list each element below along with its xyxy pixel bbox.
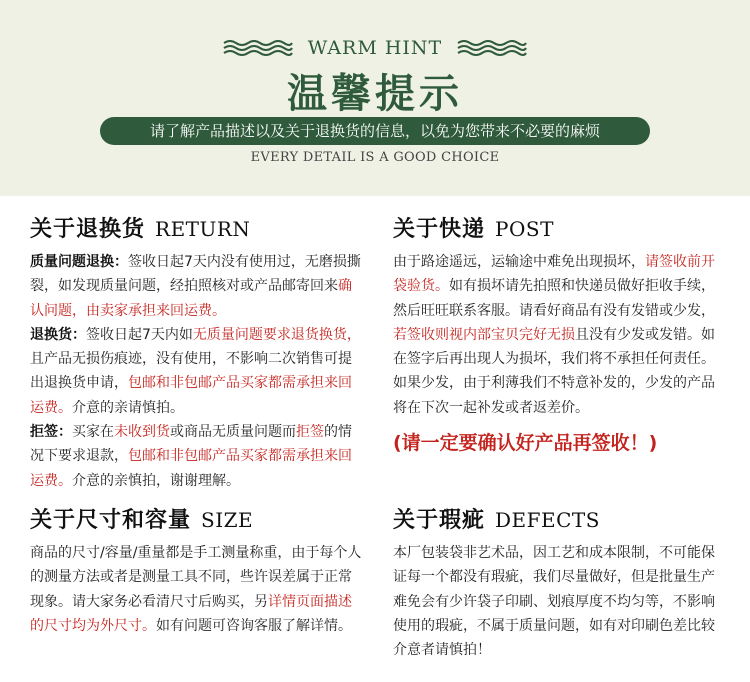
size-section-body [30, 541, 365, 638]
refuse-text-4: 介意的亲慎拍，谢谢理解。 [72, 472, 240, 489]
post-section-title [393, 214, 720, 244]
refuse-highlight-1: 未收到货 [114, 424, 170, 441]
exchange-text-1: 签收日起7天内如 [86, 326, 193, 343]
page-title: 温馨提示 [287, 70, 463, 117]
post-highlight-2: 若签收则视内部宝贝完好无损 [393, 326, 575, 343]
wave-ornament-left-icon [222, 38, 294, 58]
exchange-label: 退换货： [30, 326, 86, 343]
warm-hint-label: WARM HINT [307, 37, 443, 59]
post-title-cn: 关于快递 [393, 217, 486, 242]
size-highlight: 详情页面描述的尺寸均为外尺寸。 [30, 593, 352, 634]
refuse-label: 拒签： [30, 424, 72, 441]
size-section [30, 505, 365, 638]
post-section-body [393, 250, 720, 420]
return-section [30, 214, 365, 493]
wave-ornament-right-icon [456, 38, 528, 58]
warm-hint-row [0, 36, 750, 60]
refuse-text-2: 或商品无质量问题而 [170, 424, 296, 441]
post-highlight-1: 请签收前开袋验货。 [393, 254, 715, 295]
tagline: EVERY DETAIL IS A GOOD CHOICE [250, 150, 500, 165]
post-text-2: 如有损坏请先拍照和快递员做好拒收手续，然后旺旺联系客服。请看好商品有没有发错或少发， [393, 278, 715, 319]
refuse-text-1: 买家在 [72, 424, 114, 441]
size-text-2: 如有问题可咨询客服了解详情。 [156, 617, 352, 634]
post-title-en: POST [495, 217, 554, 241]
exchange-text-2: 且产品无损伤痕迹，没有使用，不影响二次销售可提出退换货申请， [30, 351, 352, 392]
defects-section [393, 505, 720, 662]
defects-title-en: DEFECTS [495, 508, 600, 532]
quality-return-text: 签收日起7天内没有使用过，无磨损撕裂，如发现质量问题，经拍照核对或产品邮寄回来 [30, 254, 361, 295]
post-text-3: 且没有少发或发错。如在签字后再出现人为损坏，我们将不承担任何责任。如果少发，由于利薄我们不特意补发的，少发的产品将在下次一起补发或者返差价。 [393, 326, 715, 416]
post-text-1: 由于路途遥远，运输途中难免出现损坏， [393, 254, 645, 270]
size-text-1: 商品的尺寸/容量/重量都是手工测量称重，由于每个人的测量方法或者是测量工具不同，些许误差属于正常现象。请大家务必看清尺寸后购买，另 [30, 545, 362, 610]
post-section [393, 214, 720, 455]
defects-title-cn: 关于瑕疵 [393, 508, 486, 533]
return-title-cn: 关于退换货 [30, 217, 146, 242]
header-banner [0, 0, 750, 196]
return-section-title [30, 214, 365, 244]
size-section-title [30, 505, 365, 535]
size-title-cn: 关于尺寸和容量 [30, 508, 192, 533]
refuse-highlight-2: 拒签 [296, 424, 324, 441]
defects-section-title [393, 505, 720, 535]
exchange-highlight-1: 无质量问题要求退货换货， [192, 326, 361, 343]
defects-section-body: 本厂包装袋非艺术品，因工艺和成本限制，不可能保证每一个都没有瑕疵，我们尽量做好，但是批量生产难免会有少许袋子印刷、划痕厚度不均匀等，不影响使用的瑕疵，不属于质量问题，如有对印刷色差比较介意者请慎拍！ [393, 545, 715, 659]
refuse-highlight-3: 包邮和非包邮产品买家都需承担来回运费。 [30, 448, 352, 489]
return-section-body [30, 250, 365, 493]
banner-wave-edge [0, 178, 750, 202]
refuse-text-3: 的情况下要求退款， [30, 424, 352, 465]
confirm-receipt-note: (请一定要确认好产品再签收！) [393, 432, 658, 455]
notice-pill: 请了解产品描述以及关于退换货的信息，以免为您带来不必要的麻烦 [100, 117, 650, 145]
exchange-highlight-2: 包邮和非包邮产品买家都需承担来回运费。 [30, 375, 352, 416]
return-title-en: RETURN [155, 217, 251, 241]
exchange-text-3: 介意的亲请慎拍。 [72, 399, 184, 416]
size-title-en: SIZE [201, 508, 254, 532]
quality-return-highlight: 确认问题，由卖家承担来回运费。 [30, 278, 352, 319]
quality-return-label: 质量问题退换： [30, 254, 128, 270]
